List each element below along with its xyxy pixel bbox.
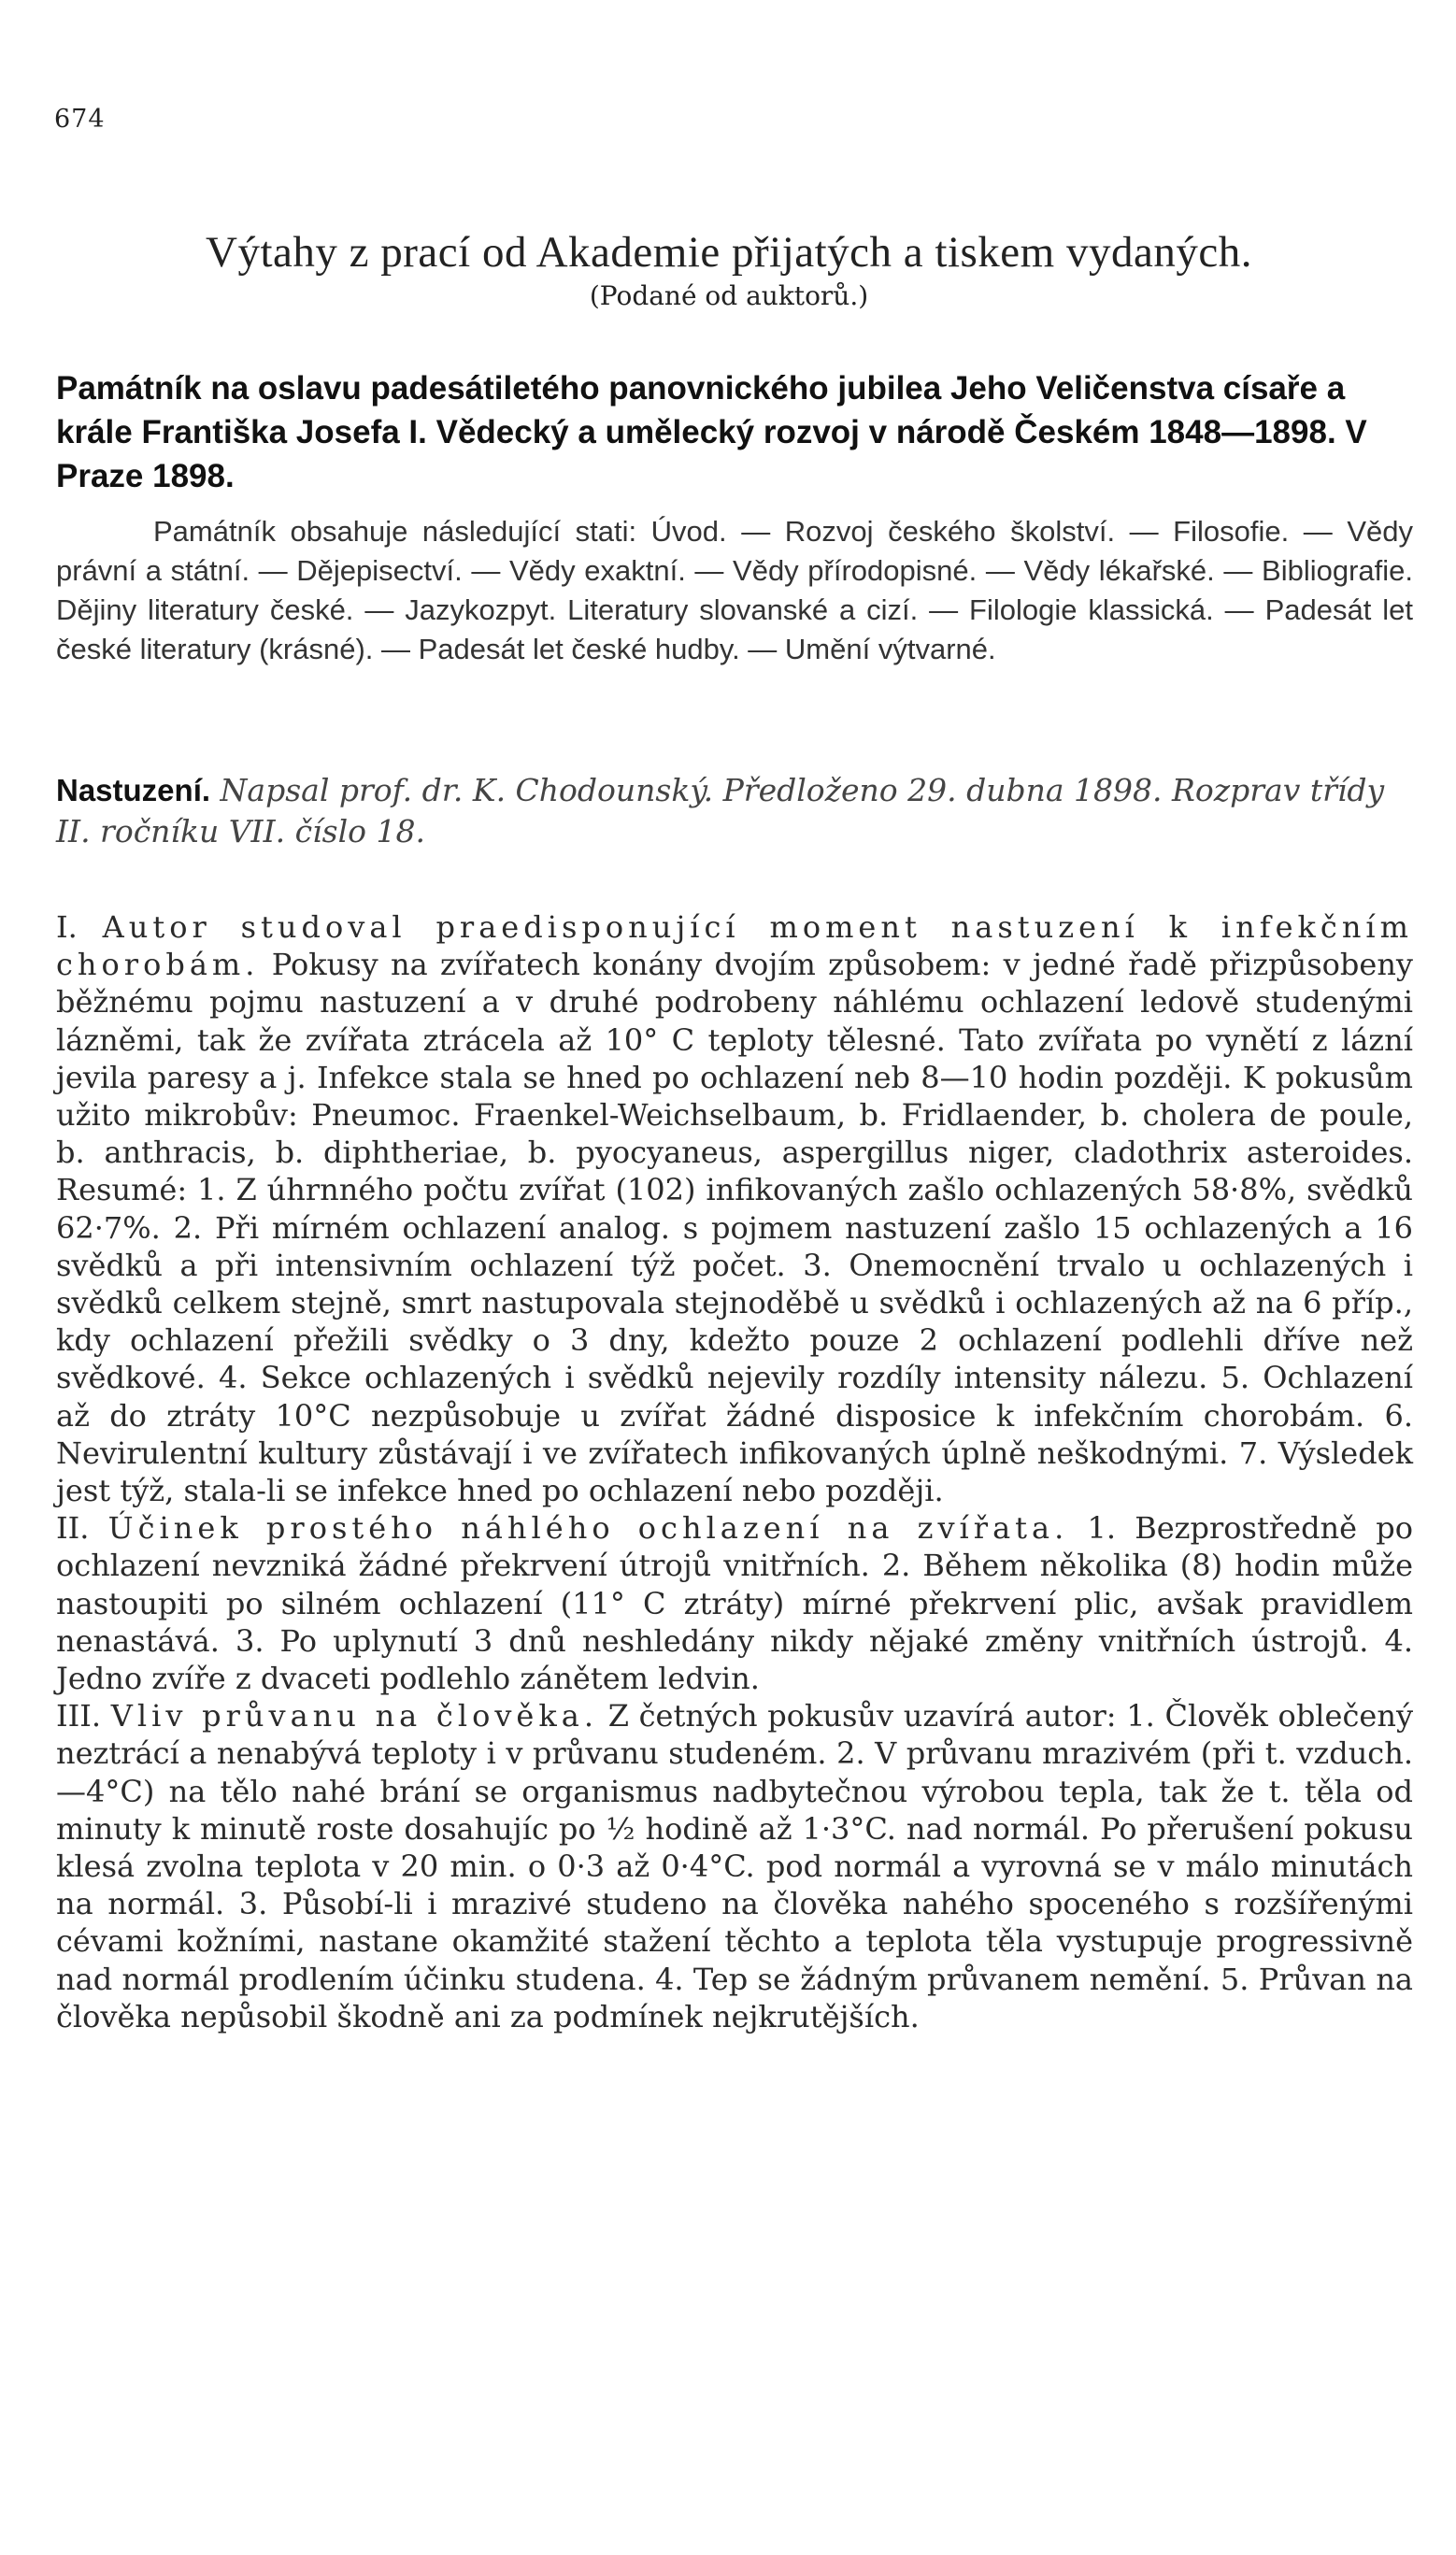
- article-body: [56, 908, 1413, 2035]
- book-summary: Památník obsahuje následující stati: Úvod. — Rozvoj českého školství. — Filosofie. — Vědy právní a státní. — Dějepisectví. — Vědy exaktní. — Vědy přírodopisné. — Vědy lékařské. — Bibliografie. Dějiny literatury české. — Jazykozpyt. Literatury slovanské a cizí. — Filologie klassická. — Padesát let české literatury (krásné). — Padesát let české hudby. — Umění výtvarné.: [56, 515, 1413, 665]
- paragraph-1: [56, 908, 1413, 1509]
- page-subtitle: (Podané od auktorů.): [589, 280, 869, 311]
- paragraph-2-text: 1. Bezprostředně po ochlazení nevzniká žádné překrvení útrojů vnitřních. 2. Během několika (8) hodin může nastoupiti po silném ochlazení (11° C ztráty) mírné překrvení plic, avšak pravidlem nenastává. 3. Po uplynutí 3 dnů neshledány nikdy nějaké změny vnitřních ústrojů. 4. Jedno zvíře z dvaceti podlehlo zánětem ledvin.: [56, 1510, 1414, 1697]
- paragraph-3: [56, 1697, 1413, 2035]
- page-number: 674: [54, 105, 106, 134]
- article-meta: Napsal prof. dr. K. Chodounský. Předloženo 29. dubna 1898. Rozprav třídy II. ročníku VII. číslo 18.: [56, 772, 1385, 849]
- paragraph-3-heading: Vliv průvanu na člověka.: [110, 1698, 599, 1734]
- paragraph-2-number: II.: [56, 1510, 90, 1547]
- article-title: Nastuzení.: [56, 773, 211, 807]
- paragraph-1-heading: Autor studoval praedisponující moment nastuzení k infekčním chorobám.: [56, 909, 1414, 983]
- paragraph-3-text: Z četných pokusův uzavírá autor: 1. Člověk oblečený neztrácí a nenabývá teploty i v průvanu studeném. 2. V průvanu mrazivém (při t. vzduch. —4°C) na tělo nahé brání se organismus nadbytečnou výrobou tepla, tak že t. těla od minuty k minutě roste dosahujíc po ½ hodině až 1·3°C. nad normál. Po přerušení pokusu klesá zvolna teplota v 20 min. o 0·3 až 0·4°C. pod normál a vyrovná se v málo minutách na normál. 3. Působí-li i mrazivé studeno na člověka nahého spoceného s rozšířenými cévami kožními, nastane okamžité stažení těchto a teplota těla vystupuje progressivně nad normál prodlením účinku studena. 4. Tep se žádným průvanem nemění. 5. Průvan na člověka nepůsobil škodně ani za podmínek nejkrutějších.: [56, 1698, 1414, 2034]
- book-heading: Památník na oslavu padesátiletého panovnického jubilea Jeho Veličenstva císaře a krále Františka Josefa I. Vědecký a umělecký rozvoj v národě Českém 1848—1898. V Praze 1898.: [56, 370, 1367, 494]
- article-header: [56, 770, 1413, 852]
- paragraph-3-number: III.: [56, 1698, 102, 1734]
- page-title: Výtahy z prací od Akademie přijatých a tiskem vydaných.: [206, 228, 1252, 278]
- paragraph-2: [56, 1509, 1413, 1697]
- paragraph-1-number: I.: [56, 909, 78, 945]
- paragraph-2-heading: Účinek prostého náhlého ochlazení na zvířata.: [107, 1510, 1069, 1547]
- paragraph-1-text: Pokusy na zvířatech konány dvojím způsobem: v jedné řadě přizpůsobeny běžnému pojmu nastuzení a v druhé podrobeny náhlému ochlazení ledově studenými lázněmi, tak že zvířata ztrácela až 10° C teploty tělesné. Tato zvířata po vynětí z lázní jevila paresy a j. Infekce stala se hned po ochlazení neb 8—10 hodin později. K pokusům užito mikrobův: Pneumoc. Fraenkel-Weichselbaum, b. Fridlaender, b. cholera de poule, b. anthracis, b. diphtheriae, b. pyocyaneus, aspergillus niger, cladothrix asteroides. Resumé: 1. Z úhrnného počtu zvířat (102) infikovaných zašlo ochlazených 58·8%, svědků 62·7%. 2. Při mírném ochlazení analog. s pojmem nastuzení zašlo 15 ochlazených a 16 svědků a při intensivním ochlazení týž počet. 3. Onemocnění trvalo u ochlazených i svědků celkem stejně, smrt nastupovala stejnoděbě u svědků i ochlazených až na 6 příp., kdy ochlazení přežili svědky o 3 dny, kdežto pouze 2 ochlazení podlehli dříve než svědkové. 4. Sekce ochlazených i svědků nejevily rozdíly intensity nálezu. 5. Ochlazení až do ztráty 10°C nezpůsobuje u zvířat žádné disposice k infekčním chorobám. 6. Nevirulentní kultury zůstávají i ve zvířatech infikovaných úplně neškodnými. 7. Výsledek jest týž, stala-li se infekce hned po ochlazení nebo později.: [56, 947, 1414, 1509]
